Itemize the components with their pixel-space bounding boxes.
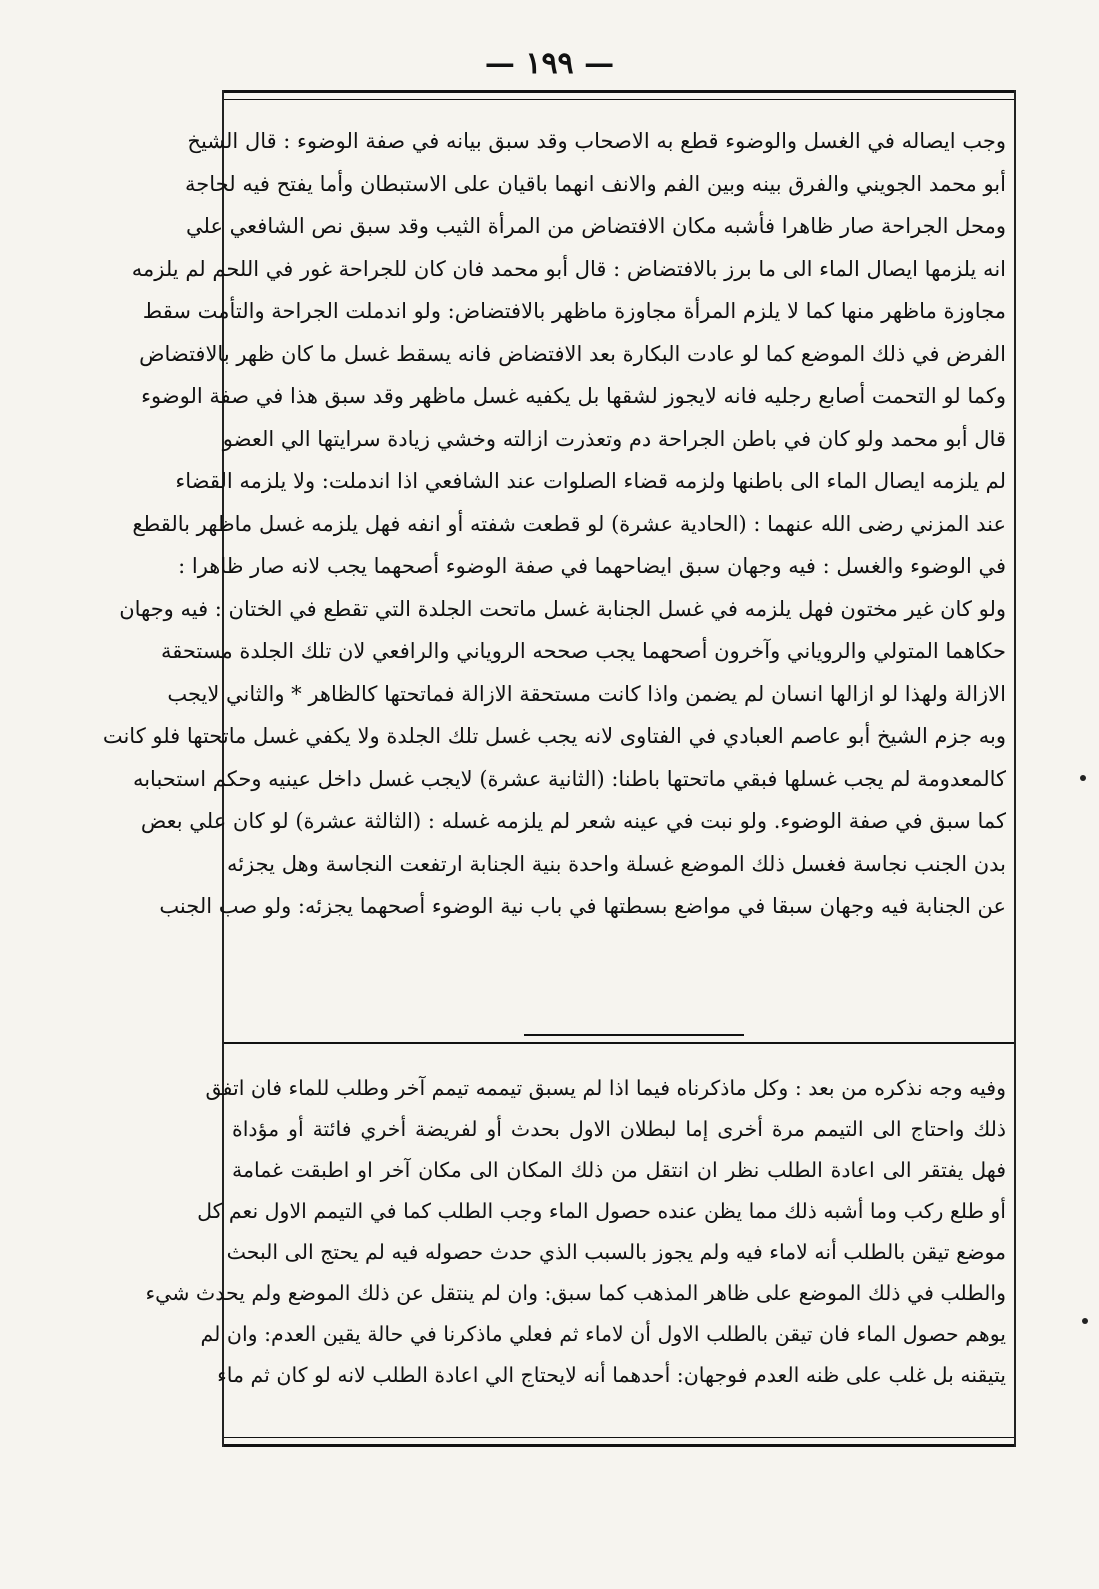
main-text-line: حكاهما المتولي والروياني وآخرون أصحهما يجب صححه الروياني والرافعي لان تلك الجلدة مستحقة xyxy=(160,639,1006,663)
main-text-line: ولو كان غير مختون فهل يلزمه في غسل الجنابة غسل ماتحت الجلدة التي تقطع في الختان : فيه وجهان xyxy=(119,596,1006,621)
main-text-block xyxy=(102,120,1006,928)
lower-text-line: موضع تيقن بالطلب أنه لاماء فيه ولم يجوز بالسبب الذي حدث حصوله فيه لم يحتج الى البحث xyxy=(226,1240,1006,1264)
main-text-line: ومحل الجراحة صار ظاهرا فأشبه مكان الافتضاض من المرأة الثيب وقد سبق نص الشافعي علي xyxy=(185,214,1006,238)
main-text-line: أبو محمد الجويني والفرق بينه وبين الفم والانف انهما باقيان على الاستبطان وأما يفتح فيه لحاجة xyxy=(185,171,1006,196)
lower-text-block xyxy=(145,1068,1006,1396)
margin-dot xyxy=(1080,775,1086,781)
lower-text-line: فهل يفتقر الى اعادة الطلب نظر ان انتقل من ذلك المكان الى مكان آخر او اطبقت غمامة xyxy=(232,1158,1006,1182)
main-text-line: بدن الجنب نجاسة فغسل ذلك الموضع غسلة واحدة بنية الجنابة ارتفعت النجاسة وهل يجزئه xyxy=(226,851,1006,876)
main-text-line: مجاوزة ماظهر منها كما لا يلزم المرأة مجاوزة ماظهر بالافتضاض: ولو اندملت الجراحة والتأمت سقط xyxy=(142,299,1006,323)
lower-text-line: وفيه وجه نذكره من بعد : وكل ماذكرناه فيما اذا لم يسبق تيممه تيمم آخر وطلب للماء فان اتفق xyxy=(205,1076,1006,1100)
main-text-line: وجب ايصاله في الغسل والوضوء قطع به الاصحاب وقد سبق بيانه في صفة الوضوء : قال الشيخ xyxy=(187,129,1006,153)
main-text-line: وبه جزم الشيخ أبو عاصم العبادي في الفتاوى لانه يجب غسل تلك الجلدة ولا يكفي غسل ماتحتها فلو كانت xyxy=(102,724,1006,748)
bottom-double-rule xyxy=(224,1437,1014,1447)
page-number: — ١٩٩ — xyxy=(484,46,615,81)
main-text-line: انه يلزمها ايصال الماء الى ما برز بالافتضاض : قال أبو محمد فان كان للجراحة غور في اللحم لم يلزمه xyxy=(131,256,1006,281)
separator-tick xyxy=(524,1034,744,1036)
main-text-line: الفرض في ذلك الموضع كما لو عادت البكارة بعد الافتضاض فانه يسقط غسل ما كان ظهر بالافتضاض xyxy=(139,341,1006,366)
main-text-line: الازالة ولهذا لو ازالها انسان لم يضمن واذا كانت مستحقة الازالة فماتحتها كالظاهر * والثاني لايجب xyxy=(167,681,1006,706)
separator-rule xyxy=(224,1042,1014,1044)
main-text-line: وكما لو التحمت أصابع رجليه فانه لايجوز لشقها بل يكفيه غسل ماظهر وقد سبق هذا في صفة الوضوء xyxy=(141,384,1006,408)
main-text-line: لم يلزمه ايصال الماء الى باطنها ولزمه قضاء الصلوات عند الشافعي اذا اندملت: ولا يلزمه القضاء xyxy=(175,469,1006,493)
main-text-line: كالمعدومة لم يجب غسلها فبقي ماتحتها باطنا: (الثانية عشرة) لايجب غسل داخل عينيه وحكم استحبابه xyxy=(132,766,1006,791)
main-text-line: في الوضوء والغسل : فيه وجهان سبق ايضاحهما في صفة الوضوء أصحهما يجب لانه صار ظاهرا : xyxy=(178,554,1006,578)
main-text-line: كما سبق في صفة الوضوء. ولو نبت في عينه شعر لم يلزمه غسله : (الثالثة عشرة) لو كان علي بعض xyxy=(140,809,1006,833)
margin-dot xyxy=(1082,1318,1088,1324)
lower-text-line: يتيقنه بل غلب على ظنه العدم فوجهان: أحدهما أنه لايحتاج الي اعادة الطلب لانه لو كان ثم ماء xyxy=(217,1363,1006,1387)
main-text-line: عند المزني رضى الله عنهما : (الحادية عشرة) لو قطعت شفته أو انفه فهل يلزمه غسل ماظهر بالقطع xyxy=(132,511,1006,536)
main-text-line: عن الجنابة فيه وجهان سبقا في مواضع بسطتها في باب نية الوضوء أصحهما يجزئه: ولو صب الجنب xyxy=(159,894,1006,918)
main-text-line: قال أبو محمد ولو كان في باطن الجراحة دم وتعذرت ازالته وخشي زيادة سرايتها الي العضو xyxy=(222,426,1006,451)
text-frame xyxy=(102,90,1016,1447)
lower-text-line: يوهم حصول الماء فان تيقن بالطلب الاول أن لاماء ثم فعلي ماذكرنا في حالة يقين العدم: وان لم xyxy=(200,1322,1006,1346)
lower-text-line: أو طلع ركب وما أشبه ذلك مما يظن عنده حصول الماء وجب الطلب كما في التيمم الاول نعم كل xyxy=(197,1199,1006,1223)
lower-text-line: ذلك واحتاج الى التيمم مرة أخرى إما لبطلان الاول بحدث أو لفريضة أخري فائتة أو مؤداة xyxy=(232,1117,1006,1141)
lower-text-line: والطلب في ذلك الموضع على ظاهر المذهب كما سبق: وان لم ينتقل عن ذلك الموضع ولم يحدث شيء xyxy=(145,1281,1006,1305)
top-double-rule xyxy=(224,90,1014,100)
